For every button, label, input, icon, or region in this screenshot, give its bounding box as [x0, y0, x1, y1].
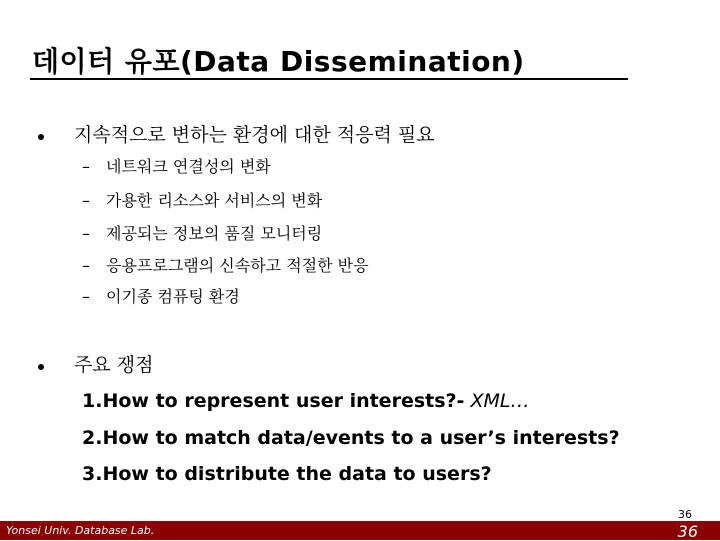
sub-item	[82, 188, 322, 211]
sub-item-text: 제공되는 정보의 품질 모니터링	[106, 224, 323, 243]
dash-marker: –	[82, 157, 90, 176]
bullet-dot	[38, 134, 44, 140]
footer-page-number: 36	[677, 522, 698, 541]
item-number: 1.	[82, 390, 103, 412]
sub-item-text: 가용한 리소스와 서비스의 변화	[106, 191, 323, 210]
dash-marker: –	[82, 191, 90, 210]
slide-title: 데이터 유포(Data Dissemination)	[32, 45, 525, 78]
item-text: How to represent user interests?-	[102, 390, 465, 412]
title-underline	[30, 78, 628, 80]
item-text: How to match data/events to a user’s interests?	[102, 427, 620, 449]
item-number: 3.	[82, 463, 103, 485]
dash-marker: –	[82, 287, 90, 306]
sub-item	[82, 221, 322, 244]
bullet-dot	[38, 364, 44, 370]
numbered-item	[82, 463, 492, 485]
sub-item-text: 이기종 컴퓨팅 환경	[106, 287, 240, 306]
item-extra: XML…	[464, 390, 530, 412]
item-text: How to distribute the data to users?	[102, 463, 492, 485]
bullet-key-issues: 주요 쟁점	[74, 354, 154, 376]
numbered-item	[82, 390, 529, 412]
bullet-adaptability: 지속적으로 변하는 환경에 대한 적응력 필요	[74, 124, 435, 146]
sub-item	[82, 253, 369, 276]
sub-item	[82, 154, 271, 177]
page-number: 36	[678, 508, 692, 521]
item-number: 2.	[82, 427, 103, 449]
sub-item	[82, 284, 240, 307]
dash-marker: –	[82, 256, 90, 275]
sub-item-text: 응용프로그램의 신속하고 적절한 반응	[106, 256, 369, 275]
dash-marker: –	[82, 224, 90, 243]
numbered-item	[82, 427, 620, 449]
sub-item-text: 네트워크 연결성의 변화	[106, 157, 271, 176]
footer-lab-name: Yonsei Univ. Database Lab.	[6, 524, 155, 537]
